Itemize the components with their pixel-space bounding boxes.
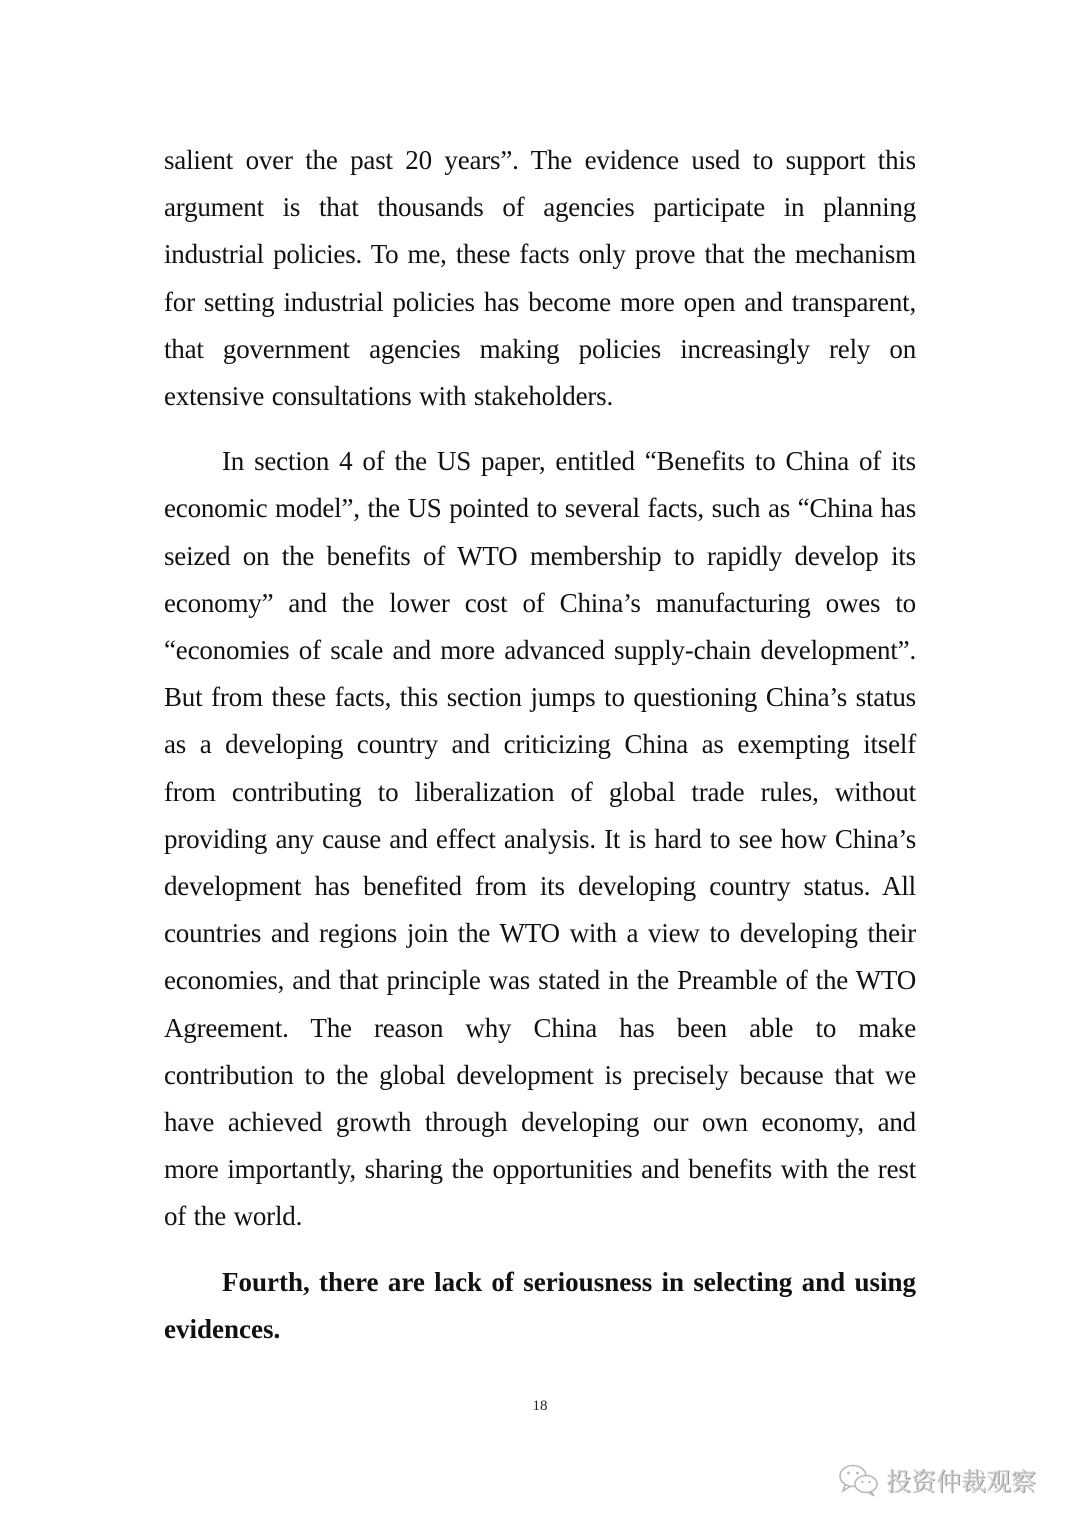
- wechat-icon: [838, 1462, 880, 1498]
- watermark-text: 投资仲裁观察: [886, 1467, 1037, 1496]
- section-heading: Fourth, there are lack of seriousness in selecting and using evidences.: [164, 1266, 916, 1344]
- page-number: 18: [532, 1398, 548, 1414]
- paragraph-2: In section 4 of the US paper, entitled “Benefits to China of its economic model”, the US pointed to several facts, such as “China has seized on the benefits of WTO membership to rapidly develop its economy” and the lower cost of China’s manufacturing owes to “economies of scale and more advanced supply-chain development”. But from these facts, this section jumps to questioning China’s status as a developing country and criticizing China as exempting itself from contributing to liberalization of global trade rules, without providing any cause and effect analysis. It is hard to see how China’s development has benefited from its developing country status. All countries and regions join the WTO with a view to developing their economies, and that principle was stated in the Preamble of the WTO Agreement. The reason why China has been able to make contribution to the global development is precisely because that we have achieved growth through developing our own economy, and more importantly, sharing the opportunities and benefits with the rest of the world.: [164, 446, 916, 1232]
- document-page: [164, 137, 916, 1353]
- paragraph-1: salient over the past 20 years”. The evidence used to support this argument is that thousands of agencies participate in planning industrial policies. To me, these facts only prove that the mechanism for setting industrial policies has become more open and transparent, that government agencies making policies increasingly rely on extensive consultations with stakeholders.: [164, 145, 916, 412]
- watermark: [838, 1457, 1036, 1503]
